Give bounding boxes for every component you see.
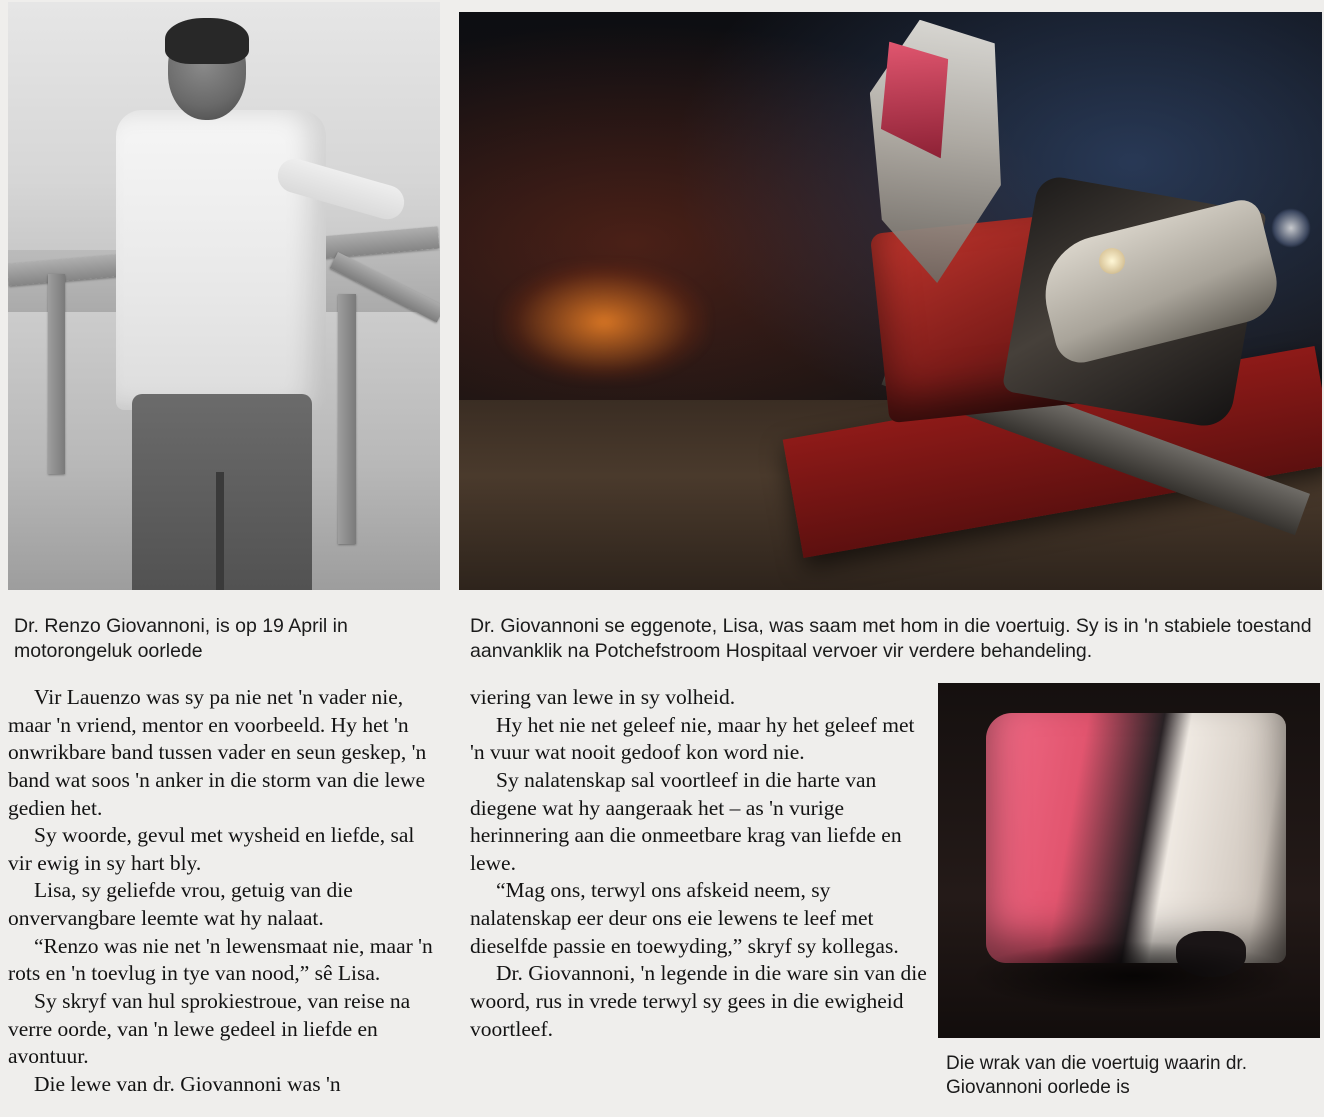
- paragraph: Lisa, sy geliefde vrou, getuig van die onvervangbare leemte wat hy nalaat.: [8, 878, 353, 930]
- caption-wreck-large: Dr. Giovannoni se eggenote, Lisa, was saam met hom in die voertuig. Sy is in 'n stabiele toestand aanvanklik na Potchefstroom Hospitaal vervoer vir verdere behandeling.: [470, 615, 1312, 662]
- paragraph: viering van lewe in sy volheid.: [470, 685, 736, 709]
- article-column-left: [8, 684, 442, 1098]
- photo-person-shirt: [116, 110, 326, 410]
- photo-headlight: [1099, 248, 1125, 274]
- paragraph: Sy nalatenskap sal voortleef in die harte van diegene wat hy aangeraak het – as 'n vurige herinnering aan die onmeetbare krag van liefde en lewe.: [470, 767, 902, 875]
- photo-portrait: [8, 2, 440, 590]
- photo-person-hair: [165, 18, 249, 64]
- photo-railing-post-left: [48, 274, 65, 474]
- photo-person-legs: [216, 472, 224, 590]
- caption-portrait: Dr. Renzo Giovannoni, is op 19 April in motorongeluk oorlede: [14, 615, 348, 662]
- paragraph: Die lewe van dr. Giovannoni was 'n: [34, 1071, 341, 1096]
- caption-wreck-small: Die wrak van die voertuig waarin dr. Giovannoni oorlede is: [946, 1053, 1247, 1099]
- photo-wreck-large: [459, 12, 1322, 590]
- photo-light-flare: [1271, 208, 1311, 248]
- paragraph: Vir Lauenzo was sy pa nie net 'n vader nie, maar 'n vriend, mentor en voorbeeld. Hy het 'n onwrikbare band tussen vader en seun geskep, 'n band wat soos 'n anker in die storm van die lewe gedien het.: [8, 685, 427, 820]
- photo-railing-post-right: [338, 294, 356, 544]
- paragraph: Hy het nie net geleef nie, maar hy het geleef met 'n vuur wat nooit gedoof kon word nie.: [470, 712, 915, 765]
- paragraph: Sy woorde, gevul met wysheid en liefde, sal vir ewig in sy hart bly.: [8, 823, 415, 875]
- paragraph: “Mag ons, terwyl ons afskeid neem, sy nalatenskap eer deur ons eie lewens te leef met dieselfde passie en toewyding,” skryf sy kollegas.: [470, 878, 899, 958]
- photo-small-car: [986, 713, 1286, 963]
- paragraph: “Renzo was nie net 'n lewensmaat nie, maar 'n rots en 'n toevlug in tye van nood,” sê Lisa.: [8, 933, 433, 986]
- photo-wreck-small: [938, 683, 1320, 1038]
- photo-fire-glow: [499, 262, 709, 382]
- photo-small-shadow: [968, 941, 1298, 1011]
- paragraph: Dr. Giovannoni, 'n legende in die ware sin van die woord, rus in vrede terwyl sy gees in die ewigheid voortleef.: [470, 961, 927, 1041]
- paragraph: Sy skryf van hul sprokiestroue, van reise na verre oorde, van 'n lewe gedeel in liefde en avontuur.: [8, 988, 411, 1069]
- article-column-middle: [470, 684, 930, 1043]
